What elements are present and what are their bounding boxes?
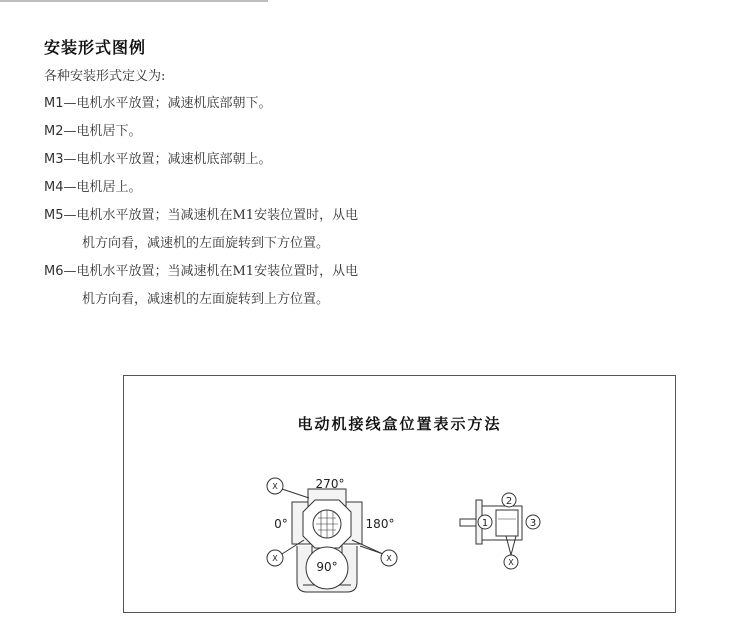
definition-continuation: 机方向看，减速机的左面旋转到上方位置。 (82, 292, 330, 307)
definition-code: M4 (44, 180, 64, 195)
position-1-label: 1 (481, 518, 489, 529)
definition-code: M5 (44, 208, 64, 223)
section-heading: 安装形式图例 (44, 38, 147, 57)
figure-title: 电动机接线盒位置表示方法 (297, 415, 502, 433)
definition-text: —电机水平放置；减速机底部朝下。 (63, 96, 272, 111)
angle-label-90: 90° (316, 560, 338, 574)
definition-code: M3 (44, 152, 64, 167)
definition-text: —电机水平放置；当减速机在M1安装位置时，从电 (63, 264, 359, 279)
x-marker-label: X (508, 558, 514, 567)
definition-continuation: 机方向看，减速机的左面旋转到下方位置。 (82, 236, 330, 251)
x-marker-label: X (386, 554, 392, 563)
definition-text: —电机水平放置；当减速机在M1安装位置时，从电 (63, 208, 359, 223)
motor-end-view-diagram (267, 478, 397, 592)
intro-text: 各种安装形式定义为: (44, 69, 166, 84)
terminal-box (496, 510, 518, 536)
definition-text: —电机居上。 (63, 180, 142, 195)
angle-label-180: 180° (365, 517, 395, 531)
x-marker-label: X (272, 482, 278, 491)
leader-line (282, 489, 309, 498)
definition-text: —电机居下。 (63, 124, 142, 139)
definition-text: —电机水平放置；减速机底部朝上。 (63, 152, 272, 167)
angle-label-270: 270° (315, 477, 345, 491)
shaft (460, 519, 476, 526)
definition-code: M1 (44, 96, 64, 111)
x-marker-label: X (272, 554, 278, 563)
motor-side-view-diagram (460, 493, 540, 569)
position-2-label: 2 (505, 496, 513, 507)
angle-label-0: 0° (274, 517, 288, 531)
position-3-label: 3 (529, 518, 537, 529)
definition-code: M6 (44, 264, 64, 279)
definition-code: M2 (44, 124, 64, 139)
leader-line (360, 546, 383, 554)
